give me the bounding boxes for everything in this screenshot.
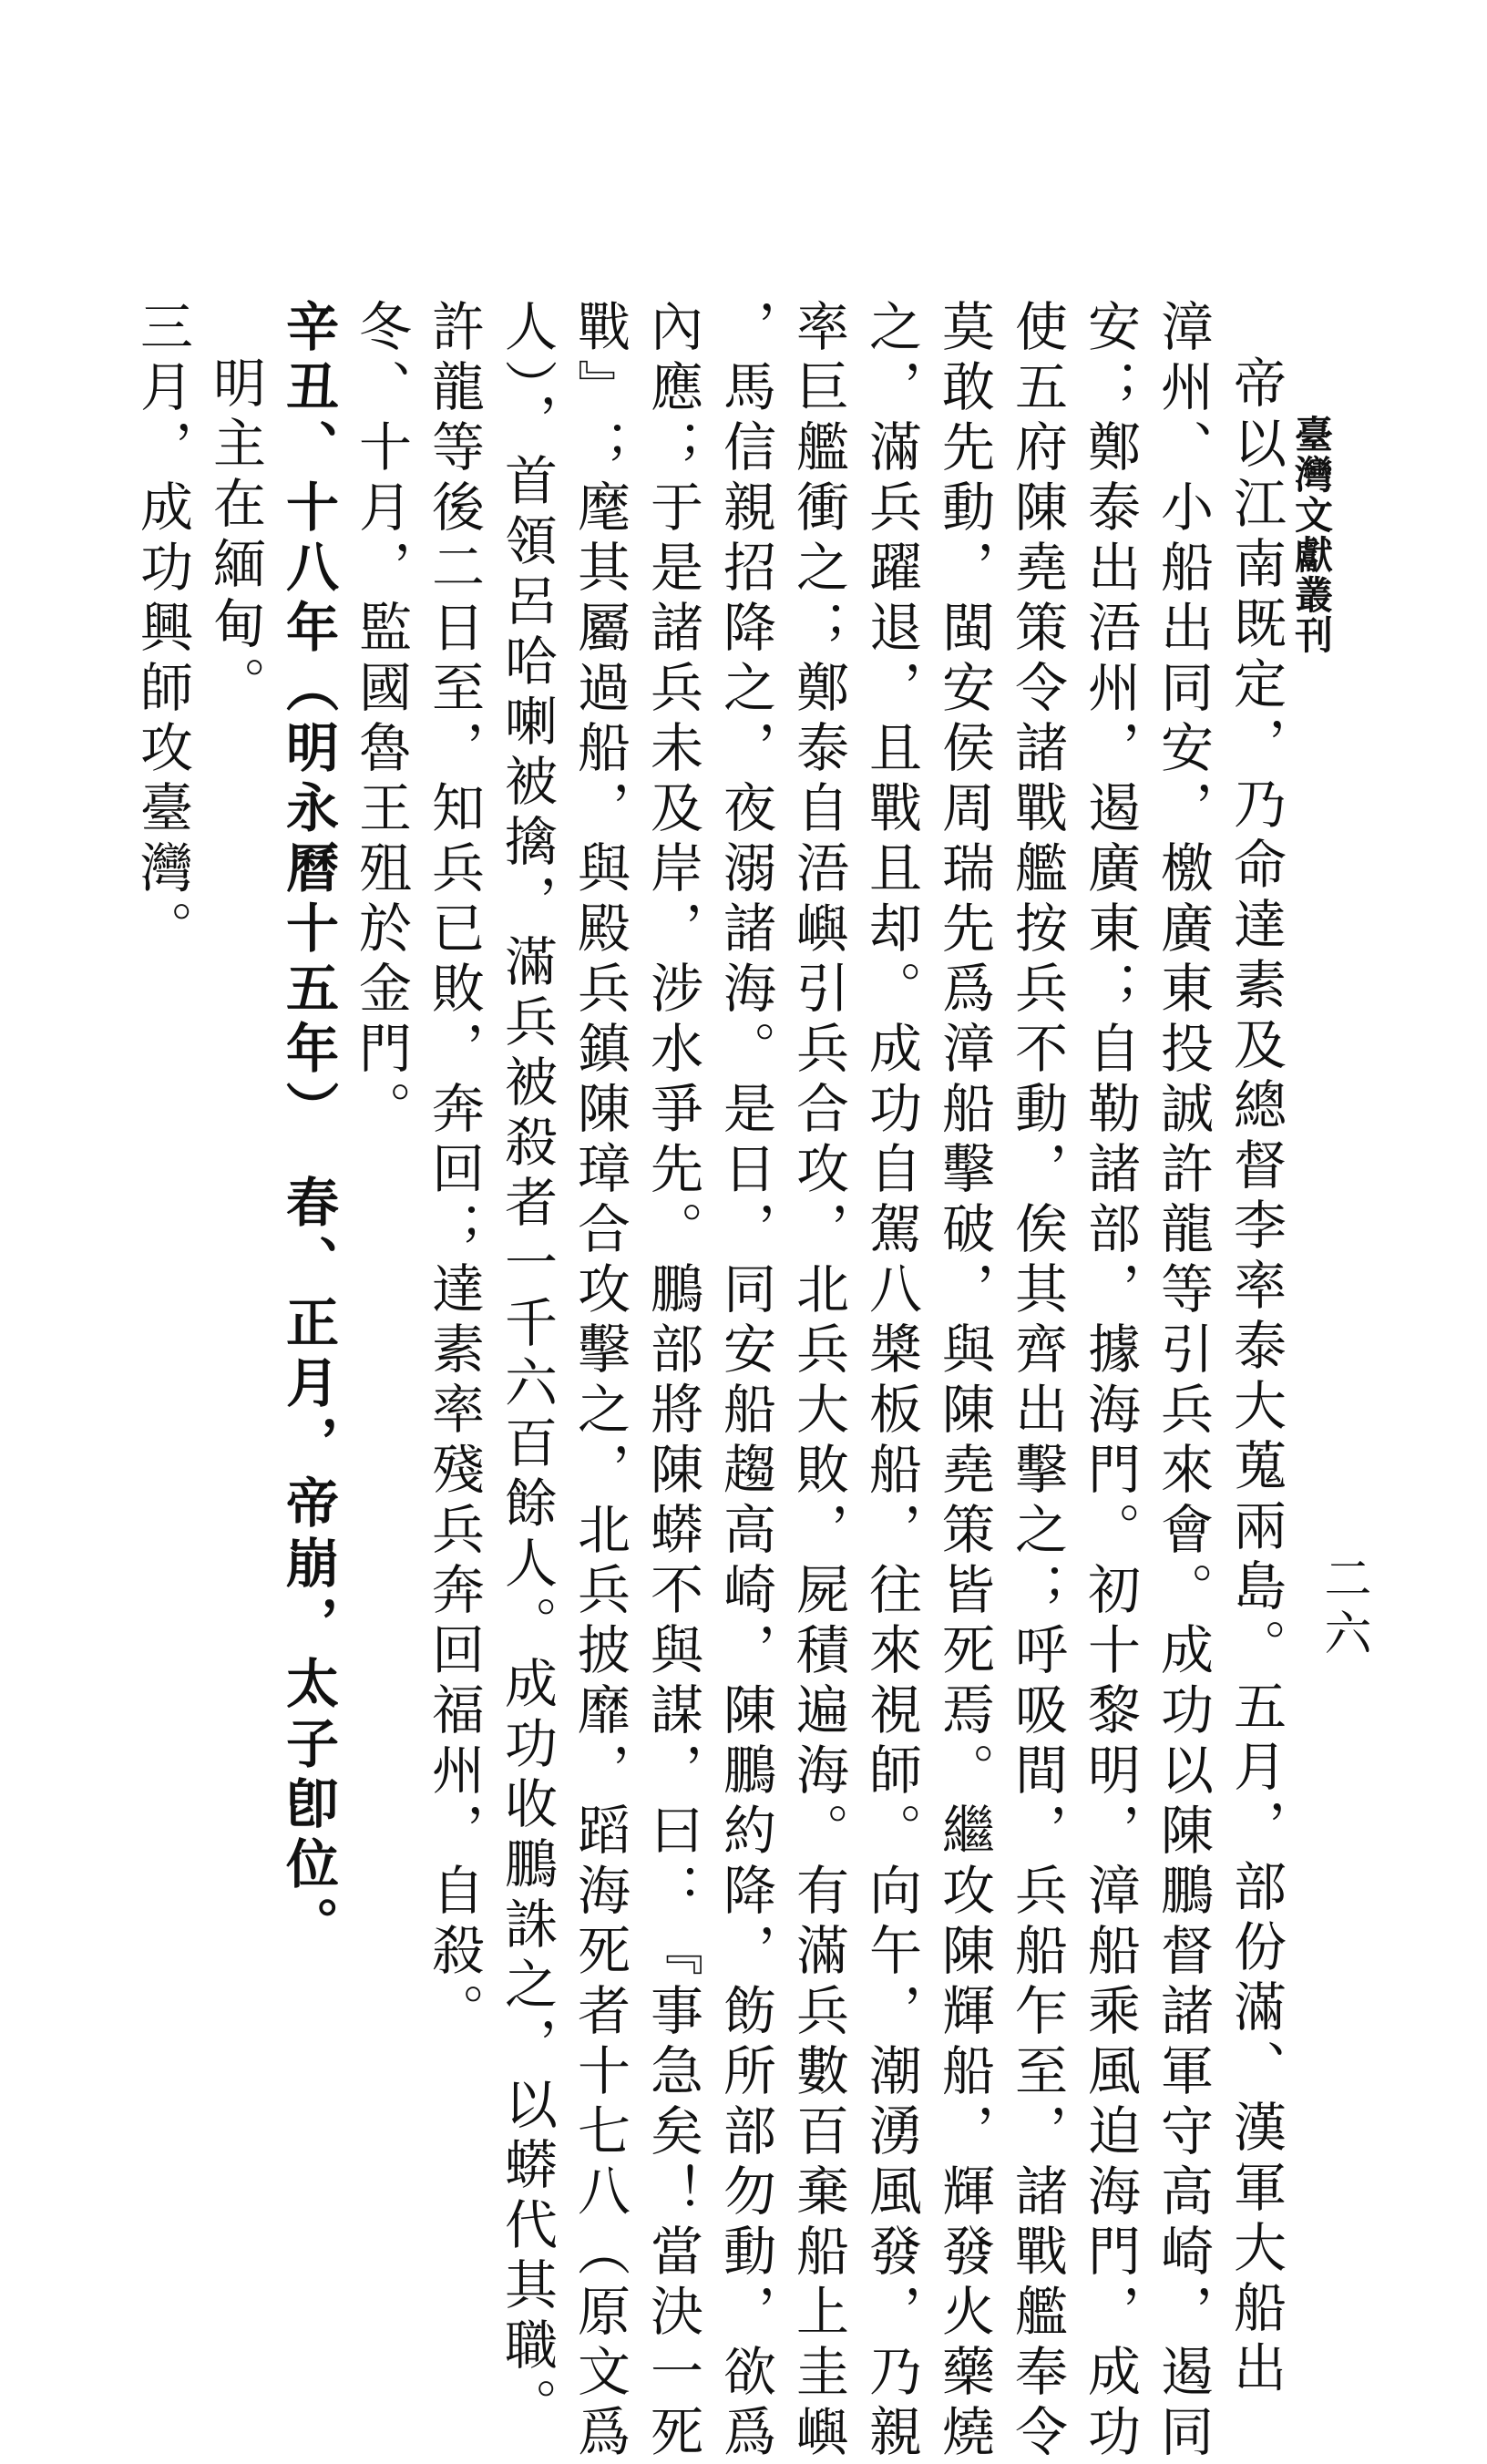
text-column: 率巨艦衝之；鄭泰自浯嶼引兵合攻，北兵大敗，屍積遍海。有滿兵數百棄船上圭嶼 <box>787 299 849 2464</box>
text-column: 帝以江南既定，乃命達素及總督李率泰大蒐兩島。五月，部份滿、漢軍大船出 <box>1225 355 1287 2400</box>
text-column: 漳州、小船出同安，檄廣東投誠許龍等引兵來會。成功以陳鵬督諸軍守高崎，遏同 <box>1152 299 1214 2464</box>
running-header-title: 臺灣文獻叢刊 <box>1289 415 1334 655</box>
text-column: 內應；于是諸兵未及岸，涉水爭先。鵬部將陳蟒不與謀，曰：『事急矣！當決一死 <box>641 299 703 2464</box>
text-column: 莫敢先動，閩安侯周瑞先爲漳船擊破，與陳堯策皆死焉。繼攻陳輝船，輝發火藥燒 <box>933 299 995 2464</box>
text-column: 明主在緬甸。 <box>204 355 266 716</box>
text-column: 三月，成功興師攻臺灣。 <box>131 299 193 960</box>
text-column: 之，滿兵躍退，且戰且却。成功自駕八槳板船，往來視師。向午，潮湧風發，乃親 <box>860 299 922 2464</box>
text-column: 安；鄭泰出浯州，遏廣東；自勒諸部，據海門。初十黎明，漳船乘風迫海門，成功 <box>1079 299 1141 2464</box>
text-column: 使五府陳堯策令諸戰艦按兵不動，俟其齊出擊之；呼吸間，兵船乍至，諸戰艦奉令 <box>1006 299 1068 2464</box>
year-heading-column: 辛丑、十八年（明永曆十五年） 春、正月，帝崩，太子卽位。 <box>277 299 339 1956</box>
text-column: 人），首領呂哈喇被擒，滿兵被殺者一千六百餘人。成功收鵬誅之，以蟒代其職。 <box>496 299 558 2438</box>
text-column: 冬、十月，監國魯王殂於金門。 <box>350 299 412 1141</box>
text-column: ，馬信親招降之，夜溺諸海。是日，同安船趨高崎，陳鵬約降，飭所部勿動，欲爲 <box>714 299 776 2464</box>
page-number: 二六 <box>1316 1554 1370 1663</box>
text-column: 戰』；麾其屬過船，與殿兵鎮陳璋合攻擊之，北兵披靡，蹈海死者十七八（原文爲 <box>569 299 631 2464</box>
vertical-body-text <box>131 299 1292 2464</box>
text-column: 許龍等後二日至，知兵已敗，奔回；達素率殘兵奔回福州，自殺。 <box>423 299 485 2043</box>
